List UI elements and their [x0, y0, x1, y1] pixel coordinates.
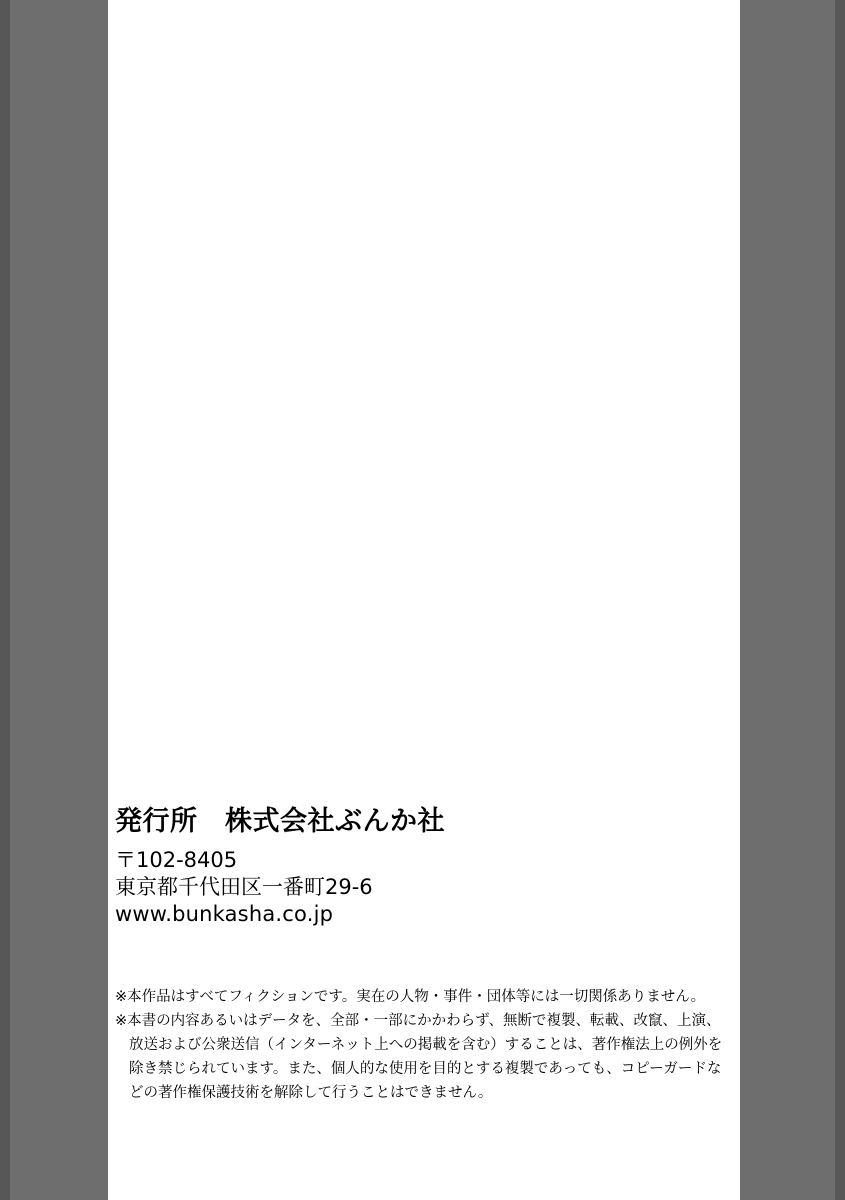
notice-line: ※本作品はすべてフィクションです。実在の人物・事件・団体等には一切関係ありません。 [115, 989, 706, 1005]
document-page [108, 0, 740, 1200]
viewer-edge-right [835, 0, 845, 1200]
notice-line: どの著作権保護技術を解除して行うことはできません。 [129, 1085, 493, 1101]
publisher-website: www.bunkasha.co.jp [115, 902, 334, 926]
viewer-gutter-left [0, 0, 100, 1200]
notice-line: 放送および公衆送信（インターネット上への掲載を含む）することは、著作権法上の例外を [129, 1037, 723, 1053]
page-content [108, 0, 740, 1200]
publisher-line: 発行所 株式会社ぶんか社 [115, 806, 445, 837]
postal-code: 〒102-8405 [115, 848, 238, 872]
viewer-gutter-right [740, 0, 845, 1200]
notice-line: ※本書の内容あるいはデータを、全部・一部にかかわらず、無断で複製、転載、改竄、上演、 [115, 1013, 721, 1029]
street-address: 東京都千代田区一番町29-6 [115, 875, 373, 899]
viewer-edge-left [0, 0, 10, 1200]
publisher-address-block [115, 847, 735, 928]
notice-line: 除き禁じられています。また、個人的な使用を目的とする複製であっても、コピーガードな [129, 1061, 722, 1077]
legal-notices [115, 985, 740, 1105]
colophon-block [115, 805, 735, 928]
